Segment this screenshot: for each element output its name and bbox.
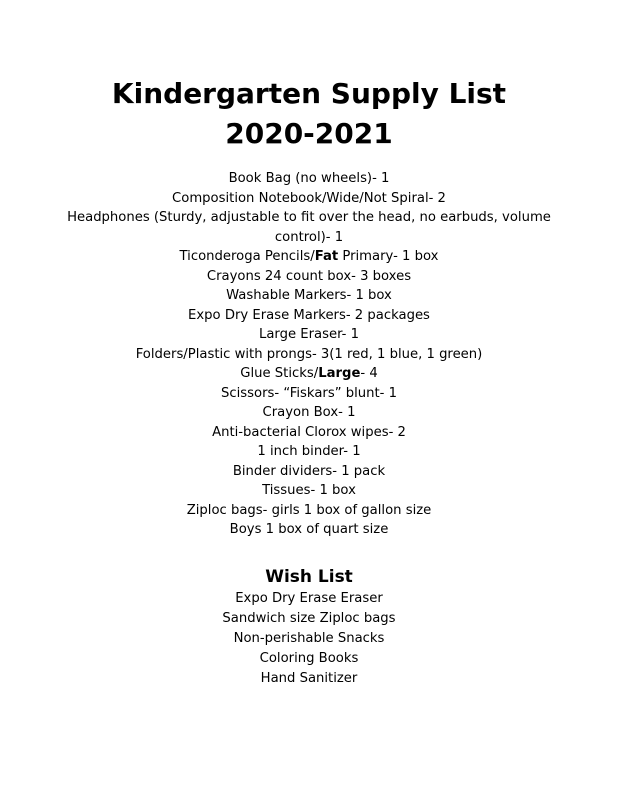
list-item: Binder dividers- 1 pack	[232, 463, 386, 479]
title-line-2: 2020-2021	[225, 117, 393, 150]
list-item: Anti-bacterial Clorox wipes- 2	[212, 424, 406, 440]
list-item: Book Bag (no wheels)- 1	[228, 171, 390, 186]
title-line-1: Kindergarten Supply List	[111, 77, 507, 110]
page-title	[0, 74, 618, 154]
supply-list	[60, 169, 558, 540]
wish-list-item: Sandwich size Ziploc bags	[222, 611, 396, 626]
wish-list-item: Expo Dry Erase Eraser	[235, 591, 383, 606]
list-item: 1 inch binder- 1	[257, 444, 361, 459]
wish-list-item: Non-perishable Snacks	[233, 631, 385, 646]
wish-list-item: Coloring Books	[259, 651, 359, 666]
list-item: Folders/Plastic with prongs- 3(1 red, 1 blue, 1 green)	[135, 346, 483, 362]
list-item	[60, 247, 558, 267]
list-item: Crayons 24 count box- 3 boxes	[206, 268, 412, 284]
list-item: Boys 1 box of quart size	[229, 522, 389, 537]
list-item: Crayon Box- 1	[262, 405, 356, 420]
list-item: Expo Dry Erase Markers- 2 packages	[188, 307, 430, 323]
list-item-text: Primary- 1 box	[338, 249, 439, 264]
wish-list-heading: Wish List	[265, 567, 353, 587]
list-item: Composition Notebook/Wide/Not Spiral- 2	[172, 190, 446, 206]
list-item: Large Eraser- 1	[258, 327, 360, 342]
list-item: Ziploc bags- girls 1 box of gallon size	[186, 502, 432, 518]
list-item-emphasis: Fat	[314, 249, 339, 264]
list-item: Headphones (Sturdy, adjustable to fit over the head, no earbuds, volume control)- 1	[67, 210, 551, 245]
list-item	[60, 364, 558, 384]
list-item-text: Glue Sticks/	[240, 366, 319, 381]
list-item-text: Ticonderoga Pencils/	[179, 249, 315, 264]
list-item: Scissors- “Fiskars” blunt- 1	[221, 385, 397, 401]
list-item-text: - 4	[360, 366, 378, 381]
list-item-emphasis: Large	[318, 366, 361, 381]
list-item: Washable Markers- 1 box	[226, 288, 392, 303]
wish-list-item: Hand Sanitizer	[260, 671, 358, 686]
list-item: Tissues- 1 box	[262, 483, 356, 498]
wish-list	[60, 589, 558, 689]
